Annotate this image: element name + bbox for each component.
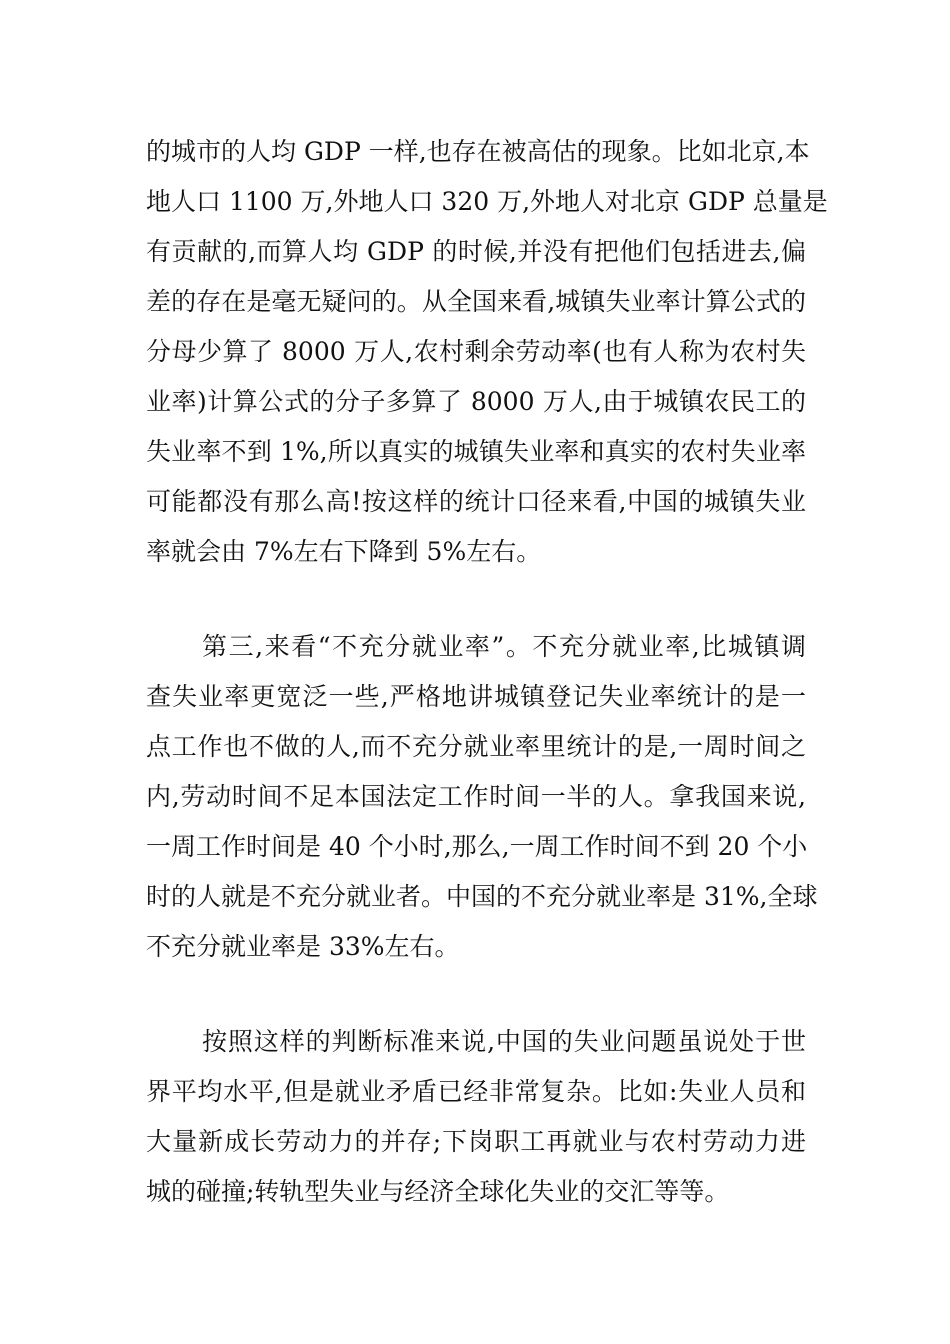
paragraph-line: 查失业率更宽泛一些,严格地讲城镇登记失业率统计的是一 — [146, 682, 806, 711]
paragraph-3 — [146, 1017, 806, 1217]
paragraph-line: 大量新成长劳动力的并存;下岗职工再就业与农村劳动力进 — [146, 1127, 806, 1156]
paragraph-line: 点工作也不做的人,而不充分就业率里统计的是,一周时间之 — [146, 732, 806, 761]
paragraph-line: 城的碰撞;转轨型失业与经济全球化失业的交汇等等。 — [146, 1177, 730, 1206]
paragraph-line: 时的人就是不充分就业者。中国的不充分就业率是 31%,全球 — [146, 882, 818, 911]
paragraph-1 — [146, 127, 828, 577]
paragraph-line: 可能都没有那么高!按这样的统计口径来看,中国的城镇失业 — [146, 487, 806, 516]
paragraph-line: 差的存在是毫无疑问的。从全国来看,城镇失业率计算公式的 — [146, 287, 806, 316]
paragraph-2 — [146, 622, 818, 972]
paragraph-line: 内,劳动时间不足本国法定工作时间一半的人。拿我国来说, — [146, 782, 806, 811]
paragraph-line: 率就会由 7%左右下降到 5%左右。 — [146, 537, 542, 566]
paragraph-line: 失业率不到 1%,所以真实的城镇失业率和真实的农村失业率 — [146, 437, 806, 466]
paragraph-line: 分母少算了 8000 万人,农村剩余劳动率(也有人称为农村失 — [146, 337, 806, 366]
paragraph-line: 第三,来看“不充分就业率”。不充分就业率,比城镇调 — [202, 632, 806, 661]
paragraph-line: 有贡献的,而算人均 GDP 的时候,并没有把他们包括进去,偏 — [146, 237, 806, 266]
paragraph-line: 的城市的人均 GDP 一样,也存在被高估的现象。比如北京,本 — [146, 137, 810, 166]
paragraph-line: 地人口 1100 万,外地人口 320 万,外地人对北京 GDP 总量是 — [146, 187, 828, 216]
paragraph-line: 业率)计算公式的分子多算了 8000 万人,由于城镇农民工的 — [146, 387, 806, 416]
paragraph-line: 一周工作时间是 40 个小时,那么,一周工作时间不到 20 个小 — [146, 832, 808, 861]
paragraph-line: 按照这样的判断标准来说,中国的失业问题虽说处于世 — [202, 1027, 806, 1056]
paragraph-line: 界平均水平,但是就业矛盾已经非常复杂。比如:失业人员和 — [146, 1077, 806, 1106]
paragraph-line: 不充分就业率是 33%左右。 — [146, 932, 460, 961]
